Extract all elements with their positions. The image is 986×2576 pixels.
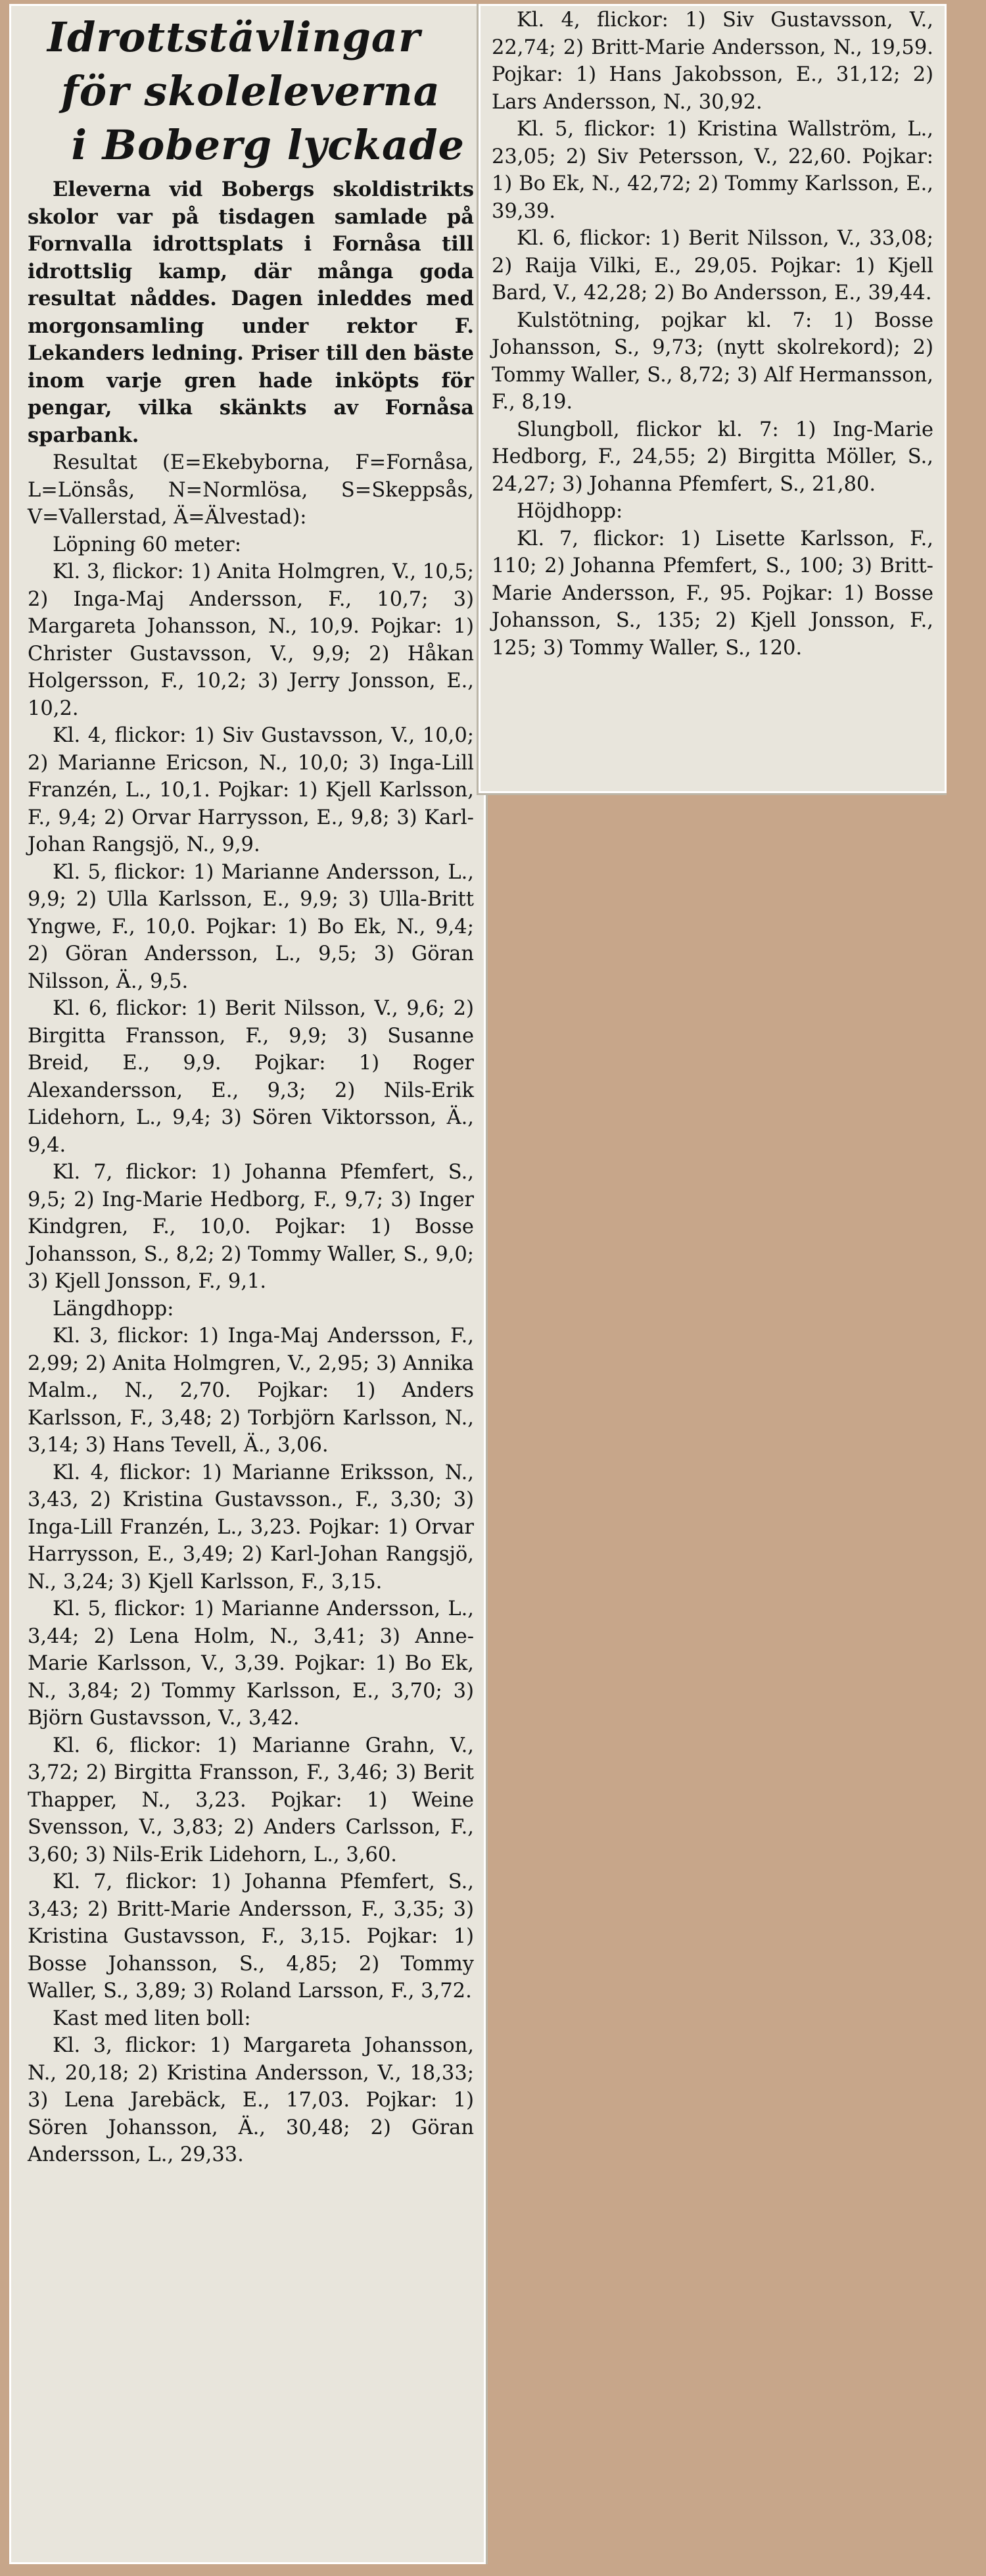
left-paragraph: Eleverna vid Bobergs skoldistrikts skolor var på tisdagen samlade på Fornvalla idrottsplats i Fornåsa till idrottslig kamp, där många goda resultat nåddes. Dagen inleddes med morgonsamling under rektor F. Lekanders ledning. Priser till den bäste inom varje gren hade inköpts för pengar, vilka skänkts av Fornåsa sparbank.: [28, 178, 474, 447]
left-column: [9, 11, 486, 2169]
headline: [28, 11, 474, 172]
headline-line-1: Idrottstävlingar: [47, 13, 421, 61]
left-paragraph: Kl. 3, flickor: 1) Margareta Johansson, N., 20,18; 2) Kristina Andersson, V., 18,33; 3) Lena Jarebäck, E., 17,03. Pojkar: 1) Sören Johansson, Ä., 30,48; 2) Göran Andersson, L., 29,33.: [28, 2034, 474, 2166]
article-clipping-left: [9, 4, 488, 2564]
left-paragraph: Längdhopp:: [53, 1297, 174, 1321]
left-paragraph: Kl. 7, flickor: 1) Johanna Pfemfert, S., 9,5; 2) Ing-Marie Hedborg, F., 9,7; 3) Inger Kindgren, F., 10,0. Pojkar: 1) Bosse Johansson, S., 8,2; 2) Tommy Waller, S., 9,0; 3) Kjell Jonsson, F., 9,1.: [28, 1161, 474, 1293]
left-paragraph: Kl. 7, flickor: 1) Johanna Pfemfert, S., 3,43; 2) Britt-Marie Andersson, F., 3,35; 3) Kristina Gustavsson, F., 3,15. Pojkar: 1) Bosse Johansson, S., 4,85; 2) Tommy Waller, S., 3,89; 3) Roland Larsson, F., 3,72.: [28, 1870, 474, 2003]
left-paragraphs: [28, 176, 474, 2169]
left-paragraph: Löpning 60 meter:: [53, 533, 242, 556]
right-paragraph: Kulstötning, pojkar kl. 7: 1) Bosse Johansson, S., 9,73; (nytt skolrekord); 2) Tommy Waller, S., 8,72; 3) Alf Hermansson, F., 8,19.: [492, 308, 933, 414]
left-paragraph: Kl. 3, flickor: 1) Inga-Maj Andersson, F., 2,99; 2) Anita Holmgren, V., 2,95; 3) Annika Malm., N., 2,70. Pojkar: 1) Anders Karlsson, F., 3,48; 2) Torbjörn Karlsson, N., 3,14; 3) Hans Tevell, Ä., 3,06.: [28, 1324, 474, 1457]
right-paragraphs: [492, 7, 933, 662]
right-column: [479, 7, 947, 662]
right-paragraph: Kl. 5, flickor: 1) Kristina Wallström, L., 23,05; 2) Siv Petersson, V., 22,60. Pojkar: 1) Bo Ek, N., 42,72; 2) Tommy Karlsson, E., 39,39.: [492, 118, 933, 223]
left-paragraph: Kl. 4, flickor: 1) Marianne Eriksson, N., 3,43, 2) Kristina Gustavsson., F., 3,30; 3) Inga-Lill Franzén, L., 3,23. Pojkar: 1) Orvar Harrysson, E., 3,49; 2) Karl-Johan Rangsjö, N., 3,24; 3) Kjell Karlsson, F., 3,15.: [28, 1461, 474, 1593]
left-paragraph: Resultat (E=Ekebyborna, F=Fornåsa, L=Lönsås, N=Normlösa, S=Skeppsås, V=Vallerstad, Ä=Älvestad):: [28, 451, 474, 529]
right-paragraph: Kl. 7, flickor: 1) Lisette Karlsson, F., 110; 2) Johanna Pfemfert, S., 100; 3) Britt-Marie Andersson, F., 95. Pojkar: 1) Bosse Johansson, S., 135; 2) Kjell Jonsson, F., 125; 3) Tommy Waller, S., 120.: [492, 527, 933, 660]
article-clipping-right: [477, 4, 947, 795]
headline-line-3: i Boberg lyckade: [71, 121, 465, 169]
left-paragraph: Kl. 6, flickor: 1) Marianne Grahn, V., 3,72; 2) Birgitta Fransson, F., 3,46; 3) Berit Thapper, N., 3,23. Pojkar: 1) Weine Svensson, V., 3,83; 2) Anders Carlsson, F., 3,60; 3) Nils-Erik Lidehorn, L., 3,60.: [28, 1734, 474, 1866]
left-paragraph: Kl. 3, flickor: 1) Anita Holmgren, V., 10,5; 2) Inga-Maj Andersson, F., 10,7; 3) Margareta Johansson, N., 10,9. Pojkar: 1) Christer Gustavsson, V., 9,9; 2) Håkan Holgersson, F., 10,2; 3) Jerry Jonsson, E., 10,2.: [28, 560, 474, 720]
left-paragraph: Kl. 5, flickor: 1) Marianne Andersson, L., 3,44; 2) Lena Holm, N., 3,41; 3) Anne-Marie Karlsson, V., 3,39. Pojkar: 1) Bo Ek, N., 3,84; 2) Tommy Karlsson, E., 3,70; 3) Björn Gustavsson, V., 3,42.: [28, 1597, 474, 1730]
left-paragraph: Kl. 5, flickor: 1) Marianne Andersson, L., 9,9; 2) Ulla Karlsson, E., 9,9; 3) Ulla-Britt Yngwe, F., 10,0. Pojkar: 1) Bo Ek, N., 9,4; 2) Göran Andersson, L., 9,5; 3) Göran Nilsson, Ä., 9,5.: [28, 860, 474, 993]
left-paragraph: Kast med liten boll:: [53, 2006, 251, 2030]
right-paragraph: Kl. 4, flickor: 1) Siv Gustavsson, V., 22,74; 2) Britt-Marie Andersson, N., 19,59. Pojkar: 1) Hans Jakobsson, E., 31,12; 2) Lars Andersson, N., 30,92.: [492, 9, 933, 114]
right-paragraph: Kl. 6, flickor: 1) Berit Nilsson, V., 33,08; 2) Raija Vilki, E., 29,05. Pojkar: 1) Kjell Bard, V., 42,28; 2) Bo Andersson, E., 39,44.: [492, 227, 933, 304]
left-paragraph: Kl. 6, flickor: 1) Berit Nilsson, V., 9,6; 2) Birgitta Fransson, F., 9,9; 3) Susanne Breid, E., 9,9. Pojkar: 1) Roger Alexandersson, E., 9,3; 2) Nils-Erik Lidehorn, L., 9,4; 3) Sören Viktorsson, Ä., 9,4.: [28, 997, 474, 1157]
right-paragraph: Slungboll, flickor kl. 7: 1) Ing-Marie Hedborg, F., 24,55; 2) Birgitta Möller, S., 24,27; 3) Johanna Pfemfert, S., 21,80.: [492, 418, 933, 496]
headline-line-2: för skoleleverna: [61, 67, 440, 115]
right-paragraph: Höjdhopp:: [517, 500, 623, 523]
left-paragraph: Kl. 4, flickor: 1) Siv Gustavsson, V., 10,0; 2) Marianne Ericson, N., 10,0; 3) Inga-Lill Franzén, L., 10,1. Pojkar: 1) Kjell Karlsson, F., 9,4; 2) Orvar Harrysson, E., 9,8; 3) Karl-Johan Rangsjö, N., 9,9.: [28, 724, 474, 856]
